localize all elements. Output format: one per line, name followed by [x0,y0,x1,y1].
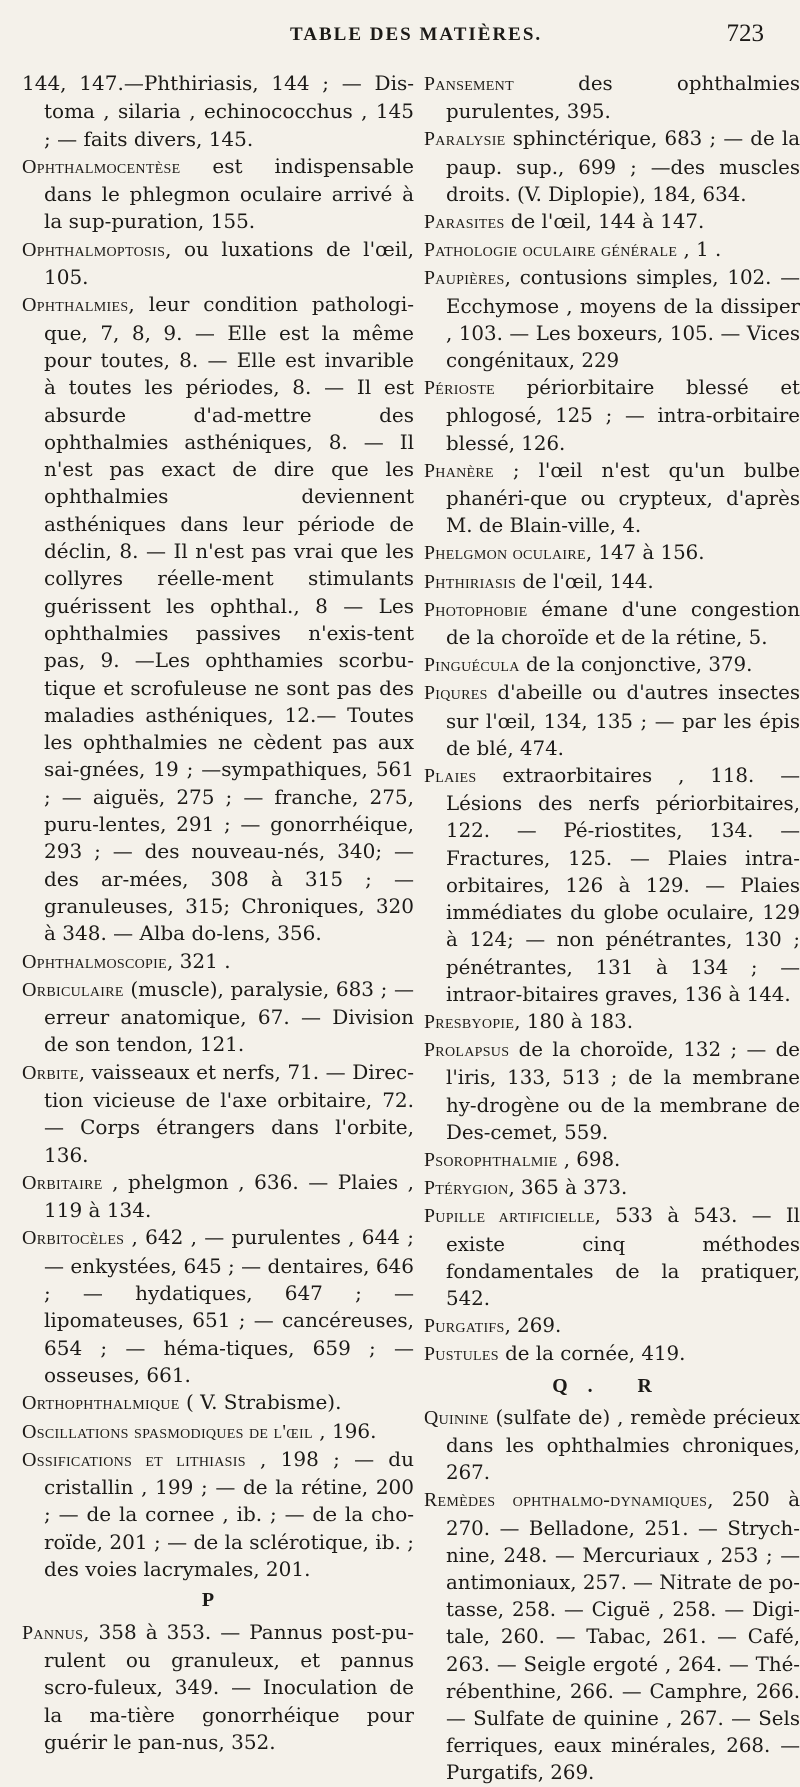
index-entry [22,1619,414,1756]
entry-text: de la cornée, 419. [498,1342,686,1366]
entry-heading: Prolapsus [424,1039,510,1062]
entry-heading: Ophthalmoscopie [22,950,167,973]
entry-heading: Presbyopie [424,1010,515,1033]
entry-heading: Ptérygion [424,1177,509,1200]
index-entry [424,1312,800,1340]
entry-text: (muscle), paralysie, 683 ; — erreur anatomique, 67. — Division de son tendon, 121. [44,976,414,1057]
index-entry [424,1202,800,1312]
index-entry [424,1486,800,1786]
index-entry [424,539,800,567]
index-entry [424,1340,800,1368]
index-entry [22,1418,414,1446]
entry-text: de l'œil, 144 à 147. [504,210,705,234]
entry-text: extraorbitaires , 118. — Lésions des nerfs périorbitaires, 122. — Pé-riostites, 134. — Fractures, 125. — Plaies intra-orbitaires, 126 à 129. — Plaies immédiates du globe oculaire, 129 à 124; — non pénétrantes, 130 ; pénétrantes, 131 à 134 ; — intraor-bitaires graves, 136 à 144. [446,764,800,1006]
index-entry [424,374,800,457]
entry-text: d'abeille ou d'autres insectes sur l'œil, 134, 135 ; — par les épis de blé, 474. [446,681,800,760]
index-entry [22,1169,414,1225]
entry-text: , 269. [504,1314,562,1338]
entry-heading: Psorophthalmie [424,1148,558,1171]
entry-text: , 250 à 270. — Belladone, 251. — Strych-nine, 248. — Mercuriaux , 253 ; — antimoniaux, 257. — Nitrate de po-tasse, 258. — Ciguë , 258. — Digi-tale, 260. — Tabac, 261. — Café, 263. — Seigle ergoté , 264. — Thé-rébenthine, 266. — Camphre, 266. — Sulfate de quinine , 267. — Sels ferriques, eaux minérales, 268. — Purgatifs, 269. [446,1488,800,1785]
index-entry [424,1174,800,1202]
entry-heading: Orbiculaire [22,978,124,1001]
index-entry [424,596,800,651]
entry-heading: Pinguécula [424,654,520,677]
index-entry [22,236,414,292]
entry-text: , 1 . [677,238,722,262]
entry-text: ( V. Strabisme). [179,1390,342,1415]
running-head: TABLE DES MATIÈRES. [290,24,543,45]
index-entry [424,264,800,374]
index-entry [22,1224,414,1389]
entry-text: , 698. [557,1147,621,1171]
entry-text: , phelgmon , 636. — Plaies , 119 à 134. [44,1169,414,1223]
entry-text: , 321 . [166,948,231,973]
index-entry [22,1059,414,1169]
entry-text: est indispensable dans le phlegmon oculaire arrivé à la sup-puration, 155. [44,153,414,234]
entry-text: , 358 à 353. — Pannus post-pu-rulent ou granuleux, et pannus scro-fuleux, 349. — Inoculation de la ma-tière gonorrhéique pour guérir le pan-nus, 352. [44,1619,414,1754]
entry-text: , contusions simples, 102. — Ecchymose , moyens de la dissiper , 103. — Les boxeurs, 105. — Vices congénitaux, 229 [446,266,800,373]
entry-heading: Purgatifs [424,1315,505,1338]
index-entry [424,1008,800,1036]
index-entry [424,762,800,1008]
entry-heading: Phanère [424,459,494,482]
entry-text: , 180 à 183. [514,1009,633,1033]
entry-text: , 147 à 156. [585,541,705,565]
entry-text: , vaisseaux et nerfs, 71. — Direc-tion vicieuse de l'axe orbitaire, 72.— Corps étrangers dans l'orbite, 136. [44,1059,414,1167]
entry-heading: Ophthalmies [22,294,129,317]
entry-text: de la conjonctive, 379. [519,653,753,677]
entry-heading: Orthophthalmique [22,1392,180,1415]
entry-heading: Orbite [22,1061,79,1084]
entry-heading: Phelgmon oculaire [424,542,586,565]
entry-heading: Périoste [424,377,495,400]
section-letter: Q. R [552,1374,672,1397]
index-entry [424,1146,800,1174]
entry-heading: Parasites [424,211,505,234]
entry-heading: Pustules [424,1343,499,1366]
entry-heading: Pupille artificielle [424,1205,595,1228]
index-entry [424,208,800,236]
entry-heading: Ophthalmoptosis [22,238,166,261]
entry-heading: Oscillations spasmodiques de l'œil [22,1420,313,1443]
page-number: 723 [726,20,764,47]
entry-text: ; l'œil n'est qu'un bulbe phanéri-que ou crypteux, d'après M. de Blain-ville, 4. [446,458,800,538]
section-letter: P [201,1589,235,1612]
entry-text: de la choroïde, 132 ; — de l'iris, 133, 513 ; de la membrane hy-drogène ou de la membrane de Des-cemet, 559. [446,1038,800,1144]
entry-heading: Pannus [22,1621,84,1644]
index-entry [22,976,414,1059]
entry-text: de l'œil, 144. [516,569,654,593]
entry-heading: Paupières [424,267,505,290]
entry-text: des ophthalmies purulentes, 395. [446,72,800,124]
entry-text: , ou luxations de l'œil, 105. [44,236,414,290]
entry-text: , leur condition pathologi-que, 7, 8, 9. — Elle est la même pour toutes, 8. — Elle est invarible à toutes les périodes, 8. — Il est absurde d'ad-mettre des ophthalmies asthéniques, 8. — Il n'est pas exact de dire que les ophthalmies deviennent asthéniques dans leur période de déclin, 8. — Il n'est pas vrai que les collyres réelle-ment stimulants guérissent les ophthal., 8 — Les ophthalmies passives n'exis-tent pas, 9. —Les ophthamies scorbu-tique et scrofuleuse ne sont pas des maladies asthéniques, 12.— Toutes les ophthalmies ne cèdent pas aux sai-gnées, 19 ; —sympathiques, 561 ; — aiguës, 275 ; — franche, 275, puru-lentes, 291 ; — gonorrhéique, 293 ; — des nouveau-nés, 340; — des ar-mées, 308 à 315 ; —granuleuses, 315; Chroniques, 320 à 348. — Alba do-lens, 356. [44,292,414,946]
index-entry [22,948,414,976]
entry-text: émane d'une congestion de la choroïde et de la rétine, 5. [446,597,800,650]
entry-text: , 198 ; — du cristallin , 199 ; — de la rétine, 200 ; — de la cornee , ib. ; — de la cho-roïde, 201 ; — de la sclérotique, ib. ; des voies lacrymales, 201. [44,1446,414,1582]
index-entry [22,153,414,236]
index-entry [424,70,800,125]
index-entry [22,1389,414,1417]
entry-heading: Piqures [424,682,488,705]
index-entry [22,291,414,947]
index-entry [424,125,800,208]
entry-heading: Remèdes ophthalmo-dynamiques [424,1489,708,1512]
index-entry [424,1036,800,1146]
index-entry [424,679,800,762]
right-column [424,70,800,1787]
entry-heading: Pansement [424,73,514,95]
entry-text: , 365 à 373. [508,1176,628,1200]
index-entry [424,568,800,596]
index-entry [424,651,800,679]
entry-heading: Pathologie oculaire générale [424,239,678,262]
entry-heading: Orbitaire [22,1171,103,1194]
index-entry [22,70,414,153]
entry-heading: Paralysie [424,128,506,151]
entry-text: 144, 147.—Phthiriasis, 144 ; — Dis-toma , silaria , echinococchus , 145 ; — faits divers, 145. [22,71,414,151]
entry-heading: Plaies [424,765,477,788]
entry-heading: Photophobie [424,598,528,621]
entry-text: , 196. [312,1418,377,1443]
index-entry [22,1446,414,1583]
left-column [22,70,414,1756]
entry-heading: Orbitocèles [22,1227,125,1250]
entry-heading: Ossifications et lithiasis [22,1448,246,1471]
index-entry [424,457,800,540]
entry-text: , 533 à 543. — Il existe cinq méthodes fondamentales de la pratiquer, 542. [446,1204,800,1310]
entry-heading: Ophthalmocentèse [22,155,181,178]
index-entry [424,1404,800,1487]
entry-text: sphinctérique, 683 ; — de la paup. sup., 699 ; —des muscles droits. (V. Diplopie), 184, 634. [446,127,800,206]
entry-heading: Quinine [424,1406,489,1429]
entry-text: (sulfate de) , remède précieux dans les ophthalmies chroniques, 267. [446,1405,800,1485]
index-entry [424,236,800,264]
entry-heading: Phthiriasis [424,570,517,593]
entry-text: périorbitaire blessé et phlogosé, 125 ; — intra-orbitaire blessé, 126. [446,376,800,455]
entry-text: , 642 , — purulentes , 644 ; — enkystées, 645 ; — dentaires, 646 ; — hydatiques, 647 ; — lipomateuses, 651 ; — cancéreuses, 654 ; — héma-tiques, 659 ; — osseuses, 661. [44,1225,414,1387]
